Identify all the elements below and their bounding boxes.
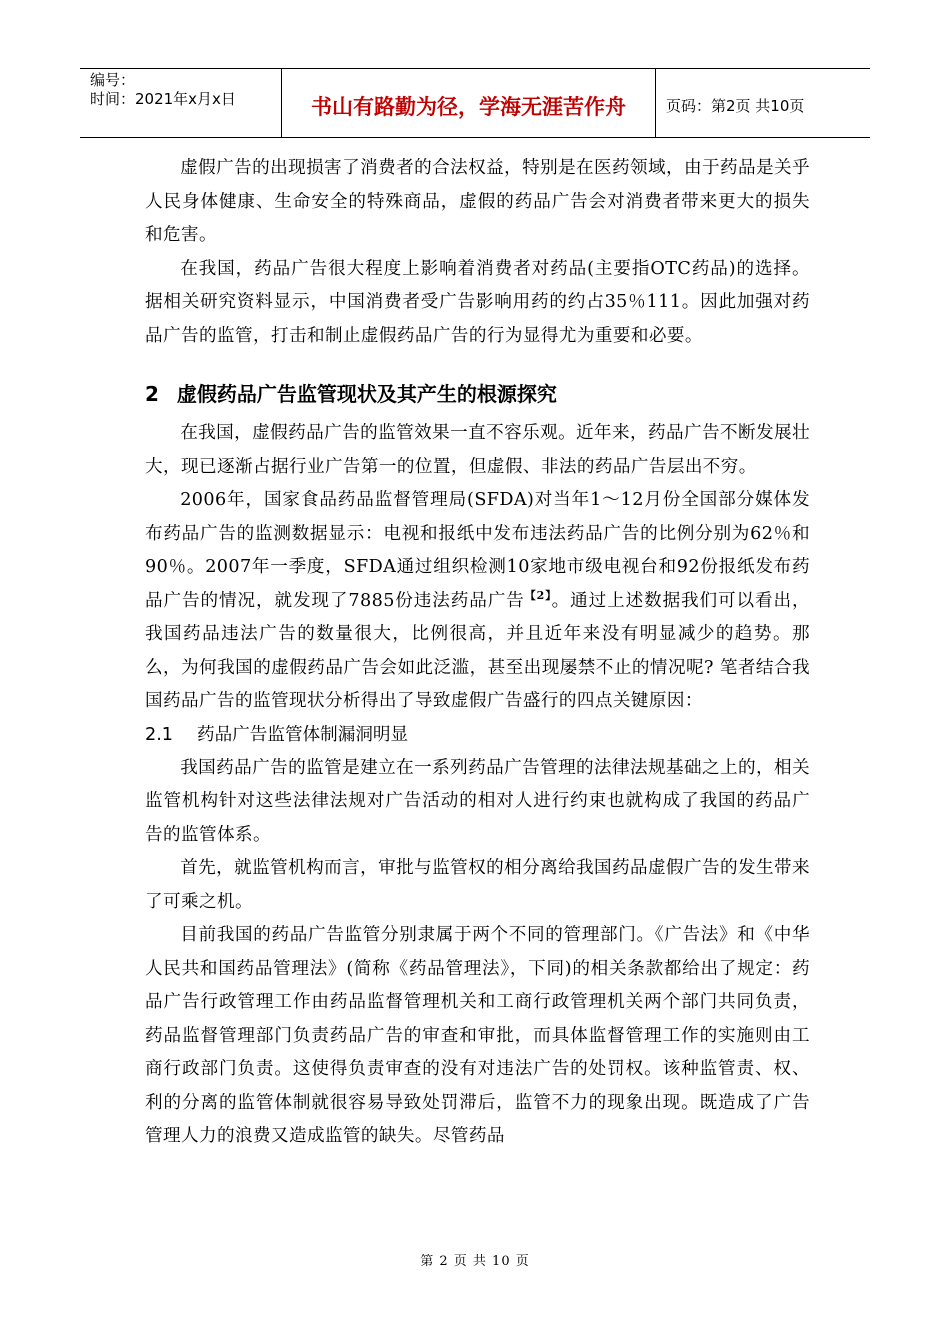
header-page-info: 页码：第2页 共10页 <box>666 96 805 115</box>
header-number-label: 编号： <box>90 71 136 89</box>
intro-paragraph-1: 虚假广告的出现损害了消费者的合法权益，特别是在医药领域，由于药品是关乎人民身体健康、生命安全的特殊商品，虚假的药品广告会对消费者带来更大的损失和危害。 <box>145 158 810 245</box>
section-2-1-heading <box>145 719 810 752</box>
section-2-number: 2 <box>145 382 159 406</box>
document-body <box>145 152 810 1154</box>
section-2-1-paragraph-1: 我国药品广告的监管是建立在一系列药品广告管理的法律法规基础之上的，相关监管机构针对这些法律法规对广告活动的相对人进行约束也就构成了我国的药品广告的监管体系。 <box>145 757 810 845</box>
section-2-1-paragraph-3: 目前我国的药品广告监管分别隶属于两个不同的管理部门。《广告法》和《中华人民共和国药品管理法》(简称《药品管理法》，下同)的相关条款都给出了规定：药品广告行政管理工作由药品监督管理机关和工商行政管理机关两个部门共同负责，药品监督管理部门负责药品广告的审查和审批，而具体监督管理工作的实施则由工商行政部门负责。这使得负责审查的没有对违法广告的处罚权。该种监管责、权、利的分离的监管体制就很容易导致处罚滞后，监管不力的现象出现。既造成了广告管理人力的浪费又造成监管的缺失。尽管药品 <box>145 925 810 1146</box>
section-2-1-paragraph-2: 首先，就监管机构而言，审批与监管权的相分离给我国药品虚假广告的发生带来了可乘之机。 <box>145 858 810 912</box>
citation-marker: 【2】 <box>524 588 552 602</box>
section-2-heading <box>145 375 810 413</box>
section-2-1-number: 2.1 <box>145 724 173 745</box>
header-motto: 书山有路勤为径，学海无涯苦作舟 <box>282 69 656 137</box>
section-2-paragraph-2-text-b: 。通过上述数据我们可以看出，我国药品违法广告的数量很大，比例很高，并且近年来没有明显减少的趋势。那么，为何我国的虚假药品广告会如此泛滥，甚至出现屡禁不止的情况呢? 笔者结合我国药品广告的监管现状分析得出了导致虚假广告盛行的四点关键原因： <box>145 590 811 711</box>
section-2-1-title: 药品广告监管体制漏洞明显 <box>196 724 409 745</box>
section-2-title: 虚假药品广告监管现状及其产生的根源探究 <box>176 382 557 406</box>
section-2-paragraph-2 <box>145 484 810 719</box>
section-2-paragraph-1: 在我国，虚假药品广告的监管效果一直不容乐观。近年来，药品广告不断发展壮大，现已逐渐占据行业广告第一的位置，但虚假、非法的药品广告层出不穷。 <box>145 423 810 477</box>
header-date-label: 时间：2021年x月x日 <box>90 90 236 108</box>
header-meta-cell <box>80 69 282 137</box>
page-footer: 第 2 页 共 10 页 <box>420 1254 530 1269</box>
intro-paragraph-2: 在我国，药品广告很大程度上影响着消费者对药品(主要指OTC药品)的选择。据相关研究资料显示，中国消费者受广告影响用药的约占35％111。因此加强对药品广告的监管，打击和制止虚假药品广告的行为显得尤为重要和必要。 <box>145 258 810 346</box>
section-2-paragraph-2-text-a: 2006年，国家食品药品监督管理局(SFDA)对当年1～12月份全国部分媒体发布药品广告的监测数据显示：电视和报纸中发布违法药品广告的比例分别为62％和90％。2007年一季度，SFDA通过组织检测10家地市级电视台和92份报纸发布药品广告的情况，就发现了7885份违法药品广告 <box>145 490 810 611</box>
header-table <box>80 68 870 138</box>
